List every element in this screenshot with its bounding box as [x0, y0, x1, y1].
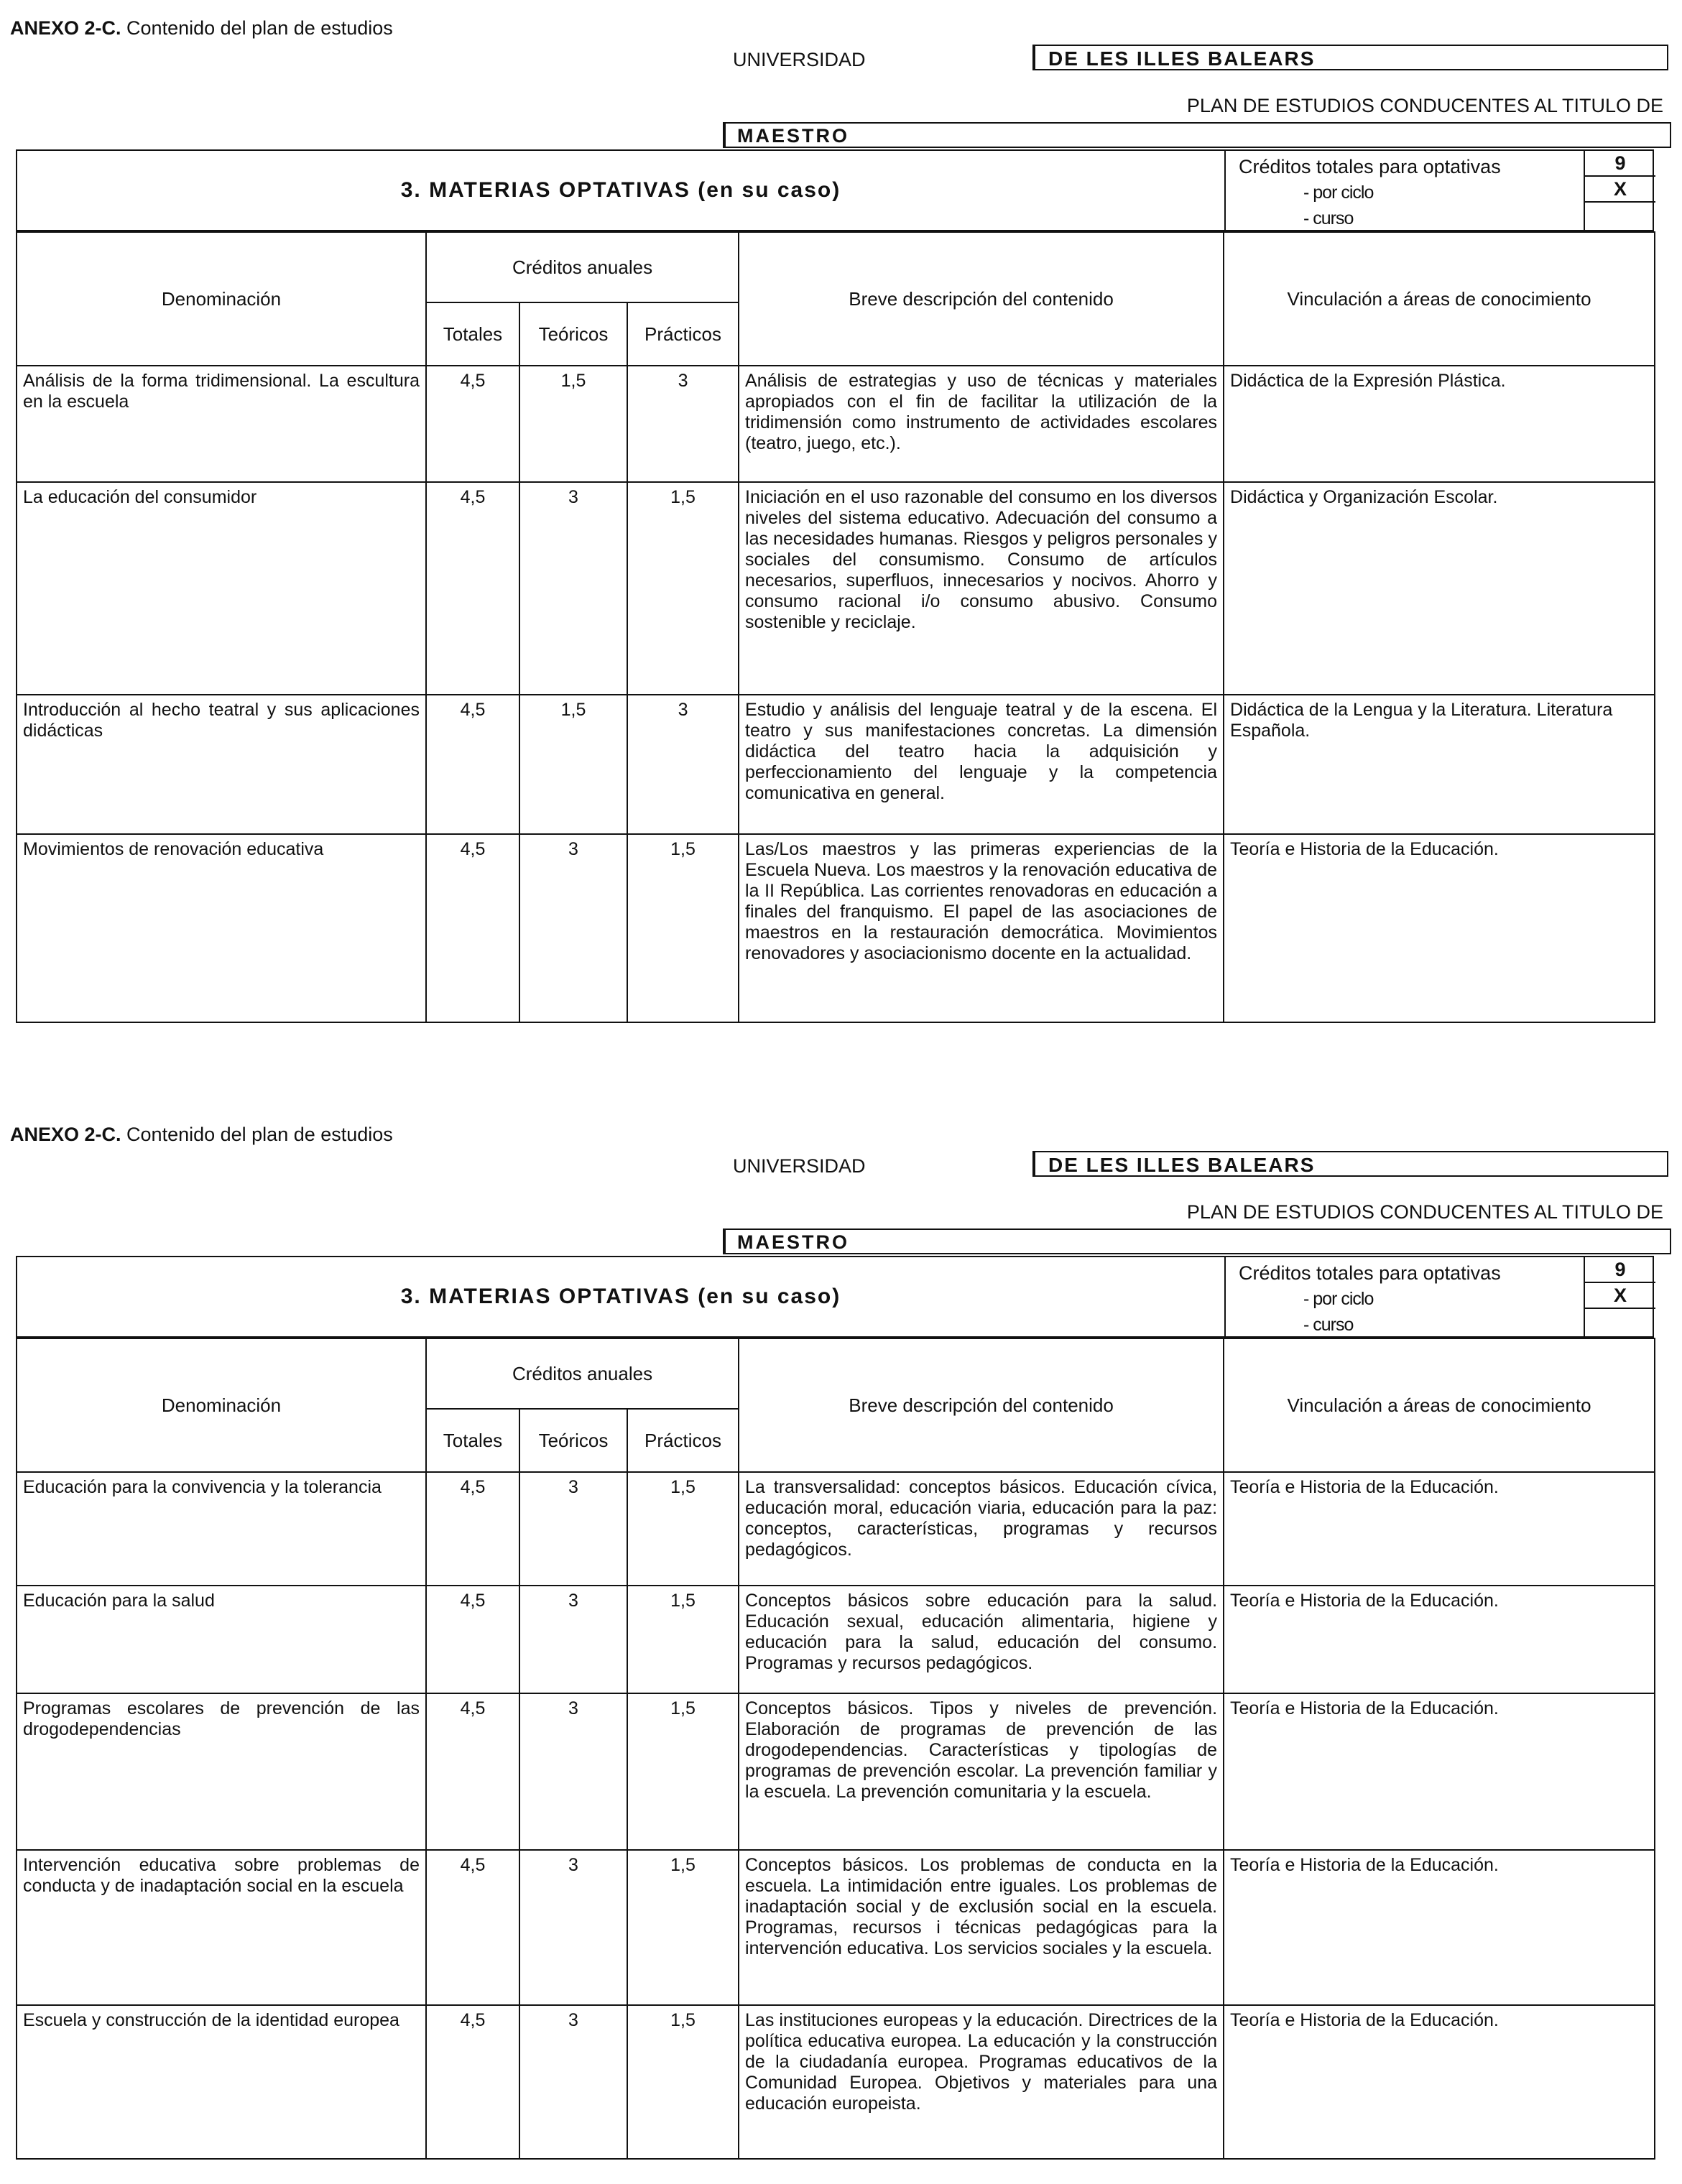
table-row	[17, 834, 1655, 1022]
degree-value: MAESTRO	[723, 122, 1671, 148]
subject-name: La educación del consumidor	[17, 482, 426, 695]
form-page-1	[0, 0, 1682, 1078]
credits-total: 4,5	[426, 366, 519, 482]
knowledge-area: Teoría e Historia de la Educación.	[1224, 2005, 1655, 2159]
subject-name: Programas escolares de prevención de las drogodependencias	[17, 1693, 426, 1850]
credits-theory: 3	[519, 834, 627, 1022]
subject-description: Las instituciones europeas y la educación. Directrices de la política educativa europea. La educación y la construcción de la ciudadanía europea. Programas educativos de la Comunidad Europea. Objetivos y materiales para una educación europeista.	[739, 2005, 1224, 2159]
subject-description: Estudio y análisis del lenguaje teatral y de la escena. El teatro y sus manifestaciones concretas. La dimensión didáctica del teatro hacia la adquisición y perfeccionamiento del lenguaje y la competencia comunicativa en general.	[739, 695, 1224, 834]
subject-description: Análisis de estrategias y uso de técnicas y materiales apropiados con el fin de facilitar la utilización de la tridimensión como instrumento de actividades escolares (teatro, juego, etc.).	[739, 366, 1224, 482]
per-cycle-label: - por ciclo	[1303, 1289, 1374, 1309]
col-header-name: Denominación	[17, 1338, 426, 1472]
credits-total: 4,5	[426, 695, 519, 834]
subject-description: La transversalidad: conceptos básicos. Educación cívica, educación moral, educación viaria, educación para la paz: conceptos, características, programas y recursos pedagógicos.	[739, 1472, 1224, 1586]
credits-practice: 1,5	[627, 1693, 739, 1850]
knowledge-area: Didáctica y Organización Escolar.	[1224, 482, 1655, 695]
subject-name: Análisis de la forma tridimensional. La escultura en la escuela	[17, 366, 426, 482]
university-value: DE LES ILLES BALEARS	[1032, 1151, 1668, 1177]
table-row	[17, 695, 1655, 834]
knowledge-area: Teoría e Historia de la Educación.	[1224, 1850, 1655, 2005]
knowledge-area: Teoría e Historia de la Educación.	[1224, 1693, 1655, 1850]
credits-theory: 1,5	[519, 366, 627, 482]
col-header-practice: Prácticos	[627, 1409, 739, 1472]
section-title: 3. MATERIAS OPTATIVAS (en su caso)	[17, 151, 1226, 230]
credits-theory: 1,5	[519, 695, 627, 834]
subject-name: Intervención educativa sobre problemas de conducta y de inadaptación social en la escuela	[17, 1850, 426, 2005]
knowledge-area: Teoría e Historia de la Educación.	[1224, 1472, 1655, 1586]
credits-values	[1584, 151, 1655, 230]
col-header-annual: Créditos anuales	[426, 1338, 739, 1409]
section-header	[16, 149, 1654, 231]
subject-name: Escuela y construcción de la identidad europea	[17, 2005, 426, 2159]
col-header-desc: Breve descripción del contenido	[739, 232, 1224, 366]
knowledge-area: Didáctica de la Expresión Plástica.	[1224, 366, 1655, 482]
form-page-2	[0, 1106, 1682, 2184]
section-header	[16, 1256, 1654, 1338]
subject-name: Introducción al hecho teatral y sus aplicaciones didácticas	[17, 695, 426, 834]
per-cycle-label: - por ciclo	[1303, 182, 1374, 203]
subject-description: Conceptos básicos sobre educación para la salud. Educación sexual, educación alimentaria, higiene y educación para la salud, educación del consumo. Programas y recursos pedagógicos.	[739, 1586, 1224, 1693]
subjects-table	[16, 1338, 1655, 2160]
credits-practice: 1,5	[627, 834, 739, 1022]
credits-total: 4,5	[426, 2005, 519, 2159]
credits-total: 4,5	[426, 1586, 519, 1693]
university-label: UNIVERSIDAD	[733, 49, 866, 70]
col-header-name: Denominación	[17, 232, 426, 366]
credits-total: 4,5	[426, 1850, 519, 2005]
knowledge-area: Didáctica de la Lengua y la Literatura. Literatura Española.	[1224, 695, 1655, 834]
credits-labels	[1239, 154, 1501, 231]
subject-description: Iniciación en el uso razonable del consumo en los diversos niveles del sistema educativo. Adecuación del consumo a las necesidades humanas. Riesgos y peligros personales y sociales del consumismo. Consumo de artículos necesarios, superfluos, innecesarios y nocivos. Ahorro y consumo racional i/o consumo abusivo. Consumo sostenible y reciclaje.	[739, 482, 1224, 695]
table-row	[17, 1586, 1655, 1693]
subject-name: Educación para la salud	[17, 1586, 426, 1693]
subject-description: Conceptos básicos. Los problemas de conducta en la escuela. La intimidación entre iguales. Los problemas de inadaptación social y de exclusión social en la escuela. Programas, recursos i técnicas pedagógicas para la intervención educativa. Los servicios sociales y la escuela.	[739, 1850, 1224, 2005]
col-header-annual: Créditos anuales	[426, 232, 739, 302]
per-course-label: - curso	[1303, 1315, 1354, 1335]
table-row	[17, 1693, 1655, 1850]
col-header-area: Vinculación a áreas de conocimiento	[1224, 1338, 1655, 1472]
credits-practice: 1,5	[627, 1850, 739, 2005]
credits-theory: 3	[519, 2005, 627, 2159]
credits-theory: 3	[519, 482, 627, 695]
section-title: 3. MATERIAS OPTATIVAS (en su caso)	[17, 1257, 1226, 1336]
university-value: DE LES ILLES BALEARS	[1032, 45, 1668, 70]
col-header-theory: Teóricos	[519, 1409, 627, 1472]
per-cycle-value: X	[1585, 1283, 1655, 1309]
col-header-total: Totales	[426, 1409, 519, 1472]
table-row	[17, 2005, 1655, 2159]
col-header-theory: Teóricos	[519, 302, 627, 366]
subject-name: Movimientos de renovación educativa	[17, 834, 426, 1022]
credits-total-value: 9	[1585, 151, 1655, 177]
per-course-value	[1585, 203, 1655, 227]
credits-total: 4,5	[426, 482, 519, 695]
credits-practice: 1,5	[627, 1586, 739, 1693]
col-header-total: Totales	[426, 302, 519, 366]
university-label: UNIVERSIDAD	[733, 1155, 866, 1177]
table-row	[17, 1850, 1655, 2005]
credits-theory: 3	[519, 1693, 627, 1850]
knowledge-area: Teoría e Historia de la Educación.	[1224, 1586, 1655, 1693]
credits-practice: 3	[627, 695, 739, 834]
subject-description: Las/Los maestros y las primeras experiencias de la Escuela Nueva. Los maestros y la renovación educativa de la II República. Las corrientes renovadoras en educación a finales del franquismo. El papel de las asociaciones de maestros en la restauración democrática. Movimientos renovadores y asociacionismo docente en la actualidad.	[739, 834, 1224, 1022]
credits-total-label: Créditos totales para optativas	[1239, 1262, 1501, 1284]
annex-heading: ANEXO 2-C. Contenido del plan de estudios	[10, 17, 393, 39]
credits-practice: 1,5	[627, 2005, 739, 2159]
subject-description: Conceptos básicos. Tipos y niveles de prevención. Elaboración de programas de prevención de las drogodependencias. Características y tipologías de programas de prevención escolar. La prevención familiar y la escuela. La prevención comunitaria y la escuela.	[739, 1693, 1224, 1850]
annex-heading: ANEXO 2-C. Contenido del plan de estudios	[10, 1124, 393, 1145]
credits-values	[1584, 1257, 1655, 1336]
credits-practice: 3	[627, 366, 739, 482]
credits-total: 4,5	[426, 1693, 519, 1850]
table-row	[17, 1472, 1655, 1586]
subjects-table	[16, 231, 1655, 1023]
credits-theory: 3	[519, 1586, 627, 1693]
credits-theory: 3	[519, 1850, 627, 2005]
credits-total: 4,5	[426, 834, 519, 1022]
col-header-practice: Prácticos	[627, 302, 739, 366]
per-course-label: - curso	[1303, 208, 1354, 228]
credits-total-label: Créditos totales para optativas	[1239, 156, 1501, 177]
credits-practice: 1,5	[627, 482, 739, 695]
plan-label: PLAN DE ESTUDIOS CONDUCENTES AL TITULO DE	[1186, 95, 1663, 116]
per-course-value	[1585, 1309, 1655, 1333]
knowledge-area: Teoría e Historia de la Educación.	[1224, 834, 1655, 1022]
plan-label: PLAN DE ESTUDIOS CONDUCENTES AL TITULO DE	[1186, 1201, 1663, 1223]
table-row	[17, 366, 1655, 482]
degree-value: MAESTRO	[723, 1228, 1671, 1254]
table-row	[17, 482, 1655, 695]
col-header-area: Vinculación a áreas de conocimiento	[1224, 232, 1655, 366]
col-header-desc: Breve descripción del contenido	[739, 1338, 1224, 1472]
credits-total: 4,5	[426, 1472, 519, 1586]
credits-practice: 1,5	[627, 1472, 739, 1586]
per-cycle-value: X	[1585, 177, 1655, 203]
credits-total-value: 9	[1585, 1257, 1655, 1283]
credits-theory: 3	[519, 1472, 627, 1586]
credits-labels	[1239, 1260, 1501, 1338]
subject-name: Educación para la convivencia y la tolerancia	[17, 1472, 426, 1586]
